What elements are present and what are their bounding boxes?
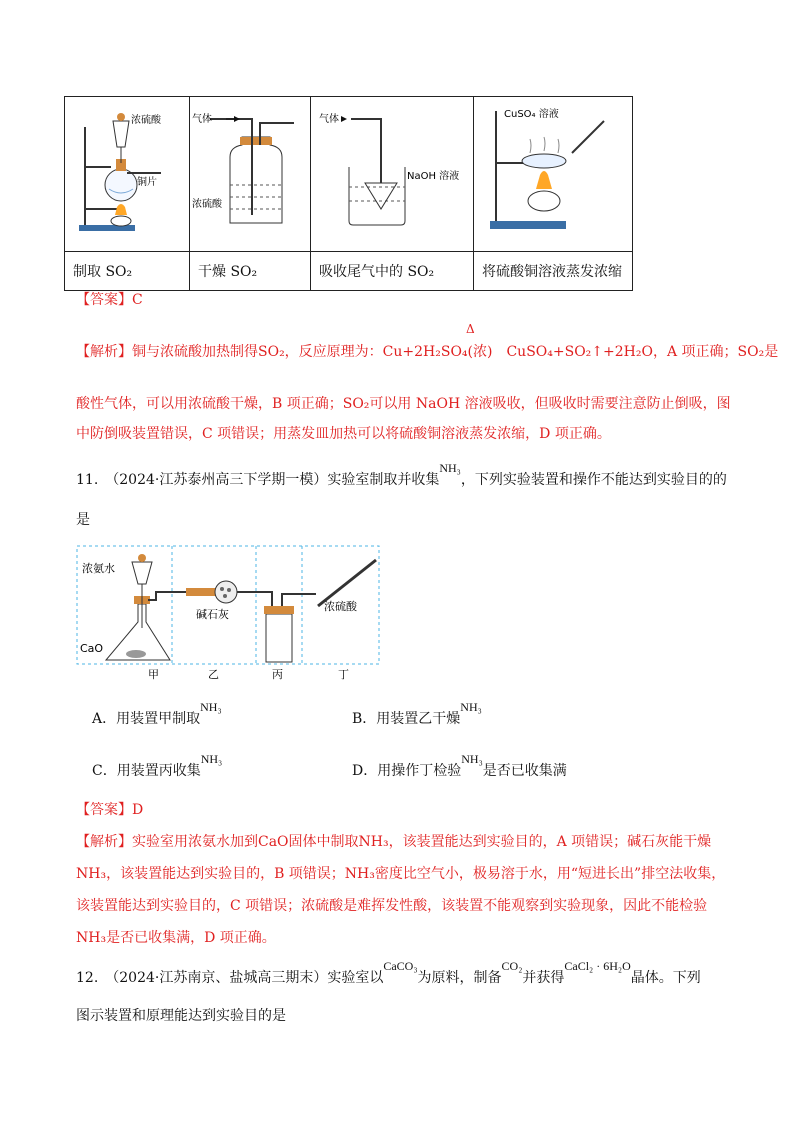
q11-stem-a: 11. （2024·江苏泰州高三下学期一模）实验室制取并收集 xyxy=(76,472,440,488)
label-gas-in-2: 气体 xyxy=(319,114,339,125)
label-ammonia-water: 浓氨水 xyxy=(82,562,115,575)
caption-dry-so2: 干燥 SO₂ xyxy=(190,252,311,291)
q12-formula-co2: CO₂ xyxy=(501,959,523,973)
label-yi: 乙 xyxy=(208,668,219,681)
gas-drying-bottle-diagram xyxy=(190,97,310,247)
label-naoh: NaOH 溶液 xyxy=(407,171,460,182)
option-d-formula: NH₃ xyxy=(461,752,483,766)
label-cuso4: CuSO₄ 溶液 xyxy=(504,109,559,120)
so2-generator-diagram xyxy=(65,97,189,247)
option-d-text: D．用操作丁检验 xyxy=(352,763,462,779)
analysis-text: 铜与浓硫酸加热制得SO₂，反应原理为：Cu+2H₂SO₄(浓) CuSO₄+SO₂↑+2H₂O，A 项正确；SO₂是 xyxy=(132,344,779,360)
label-copper: 铜片 xyxy=(137,177,157,188)
so2-absorption-diagram xyxy=(311,97,473,247)
q11-stem-b: ，下列实验装置和操作不能达到实验目的的 xyxy=(460,472,727,488)
label-gas-in: 气体 xyxy=(192,114,212,125)
q12-stem-b: 为原料，制备 xyxy=(417,970,502,986)
q11-analysis-line-2: NH₃，该装置能达到实验目的，B 项错误；NH₃密度比空气小，极易溶于水，用“短进长出”排空法收集， xyxy=(76,866,726,882)
option-a-text: A．用装置甲制取 xyxy=(92,711,201,727)
label-conc-acid: 浓硫酸 xyxy=(192,199,222,210)
q11-analysis-line-3: 该装置能达到实验目的，C 项错误；浓硫酸是难挥发性酸，该装置不能观察到实验现象，因此不能检验 xyxy=(76,898,708,914)
q11-stem-line-2: 是 xyxy=(76,512,90,528)
label-soda-lime: 碱石灰 xyxy=(196,608,229,621)
option-d-tail: 是否已收集满 xyxy=(482,763,567,779)
q11-answer: 【答案】D xyxy=(76,802,144,818)
apparatus-table xyxy=(64,96,633,291)
q12-formula-cacl2: CaCl₂ · 6H₂O xyxy=(564,959,631,973)
heat-delta-symbol: Δ xyxy=(466,322,475,336)
option-a[interactable] xyxy=(92,700,222,728)
option-a-formula: NH₃ xyxy=(200,700,222,714)
option-c-text: C．用装置丙收集 xyxy=(92,763,201,779)
option-b-text: B．用装置乙干燥 xyxy=(352,711,461,727)
q12-stem-c: 并获得 xyxy=(522,970,565,986)
apparatus-image-4 xyxy=(474,97,633,252)
q11-stem-line-1 xyxy=(76,461,727,490)
apparatus-image-2 xyxy=(190,97,311,252)
option-c[interactable] xyxy=(92,752,223,780)
q12-stem-line-1 xyxy=(76,959,701,988)
q12-stem-a: 12. （2024·江苏南京、盐城高三期末）实验室以 xyxy=(76,970,384,986)
q12-formula-caco3: CaCO₃ xyxy=(383,959,418,973)
apparatus-image-1 xyxy=(65,97,190,252)
label-jia: 甲 xyxy=(148,668,159,681)
q10-analysis-line-1 xyxy=(76,342,778,362)
q11-formula: NH₃ xyxy=(439,461,461,475)
q10-analysis-line-3: 中防倒吸装置错误，C 项错误；用蒸发皿加热可以将硫酸铜溶液蒸发浓缩，D 项正确。 xyxy=(76,426,611,442)
option-d[interactable] xyxy=(352,752,567,780)
caption-make-so2: 制取 SO₂ xyxy=(65,252,190,291)
analysis-head: 【解析】 xyxy=(76,344,132,360)
label-conc-sulfuric: 浓硫酸 xyxy=(324,600,357,613)
q12-stem-line-2: 图示装置和原理能达到实验目的是 xyxy=(76,1008,286,1024)
option-b[interactable] xyxy=(352,700,482,728)
evaporation-diagram xyxy=(474,97,632,247)
q10-answer: 【答案】C xyxy=(76,292,143,308)
option-c-formula: NH₃ xyxy=(200,752,223,766)
q11-analysis-line-4: NH₃是否已收集满，D 项正确。 xyxy=(76,930,276,946)
q11-analysis-line-1: 【解析】实验室用浓氨水加到CaO固体中制取NH₃，该装置能达到实验目的，A 项错误；碱石灰能干燥 xyxy=(76,834,712,850)
q10-analysis-line-2: 酸性气体，可以用浓硫酸干燥，B 项正确；SO₂可以用 NaOH 溶液吸收，但吸收时需要注意防止倒吸，图 xyxy=(76,396,731,412)
caption-evaporate: 将硫酸铜溶液蒸发浓缩 xyxy=(474,252,633,291)
label-bing: 丙 xyxy=(272,668,283,681)
caption-absorb-so2: 吸收尾气中的 SO₂ xyxy=(311,252,474,291)
q11-apparatus-diagram xyxy=(76,544,382,684)
apparatus-image-3 xyxy=(311,97,474,252)
label-ding: 丁 xyxy=(338,668,349,681)
option-b-formula: NH₃ xyxy=(460,700,482,714)
q12-stem-d: 晶体。下列 xyxy=(630,970,701,986)
label-cao: CaO xyxy=(80,642,104,655)
label-conc-h2so4: 浓硫酸 xyxy=(131,115,161,126)
